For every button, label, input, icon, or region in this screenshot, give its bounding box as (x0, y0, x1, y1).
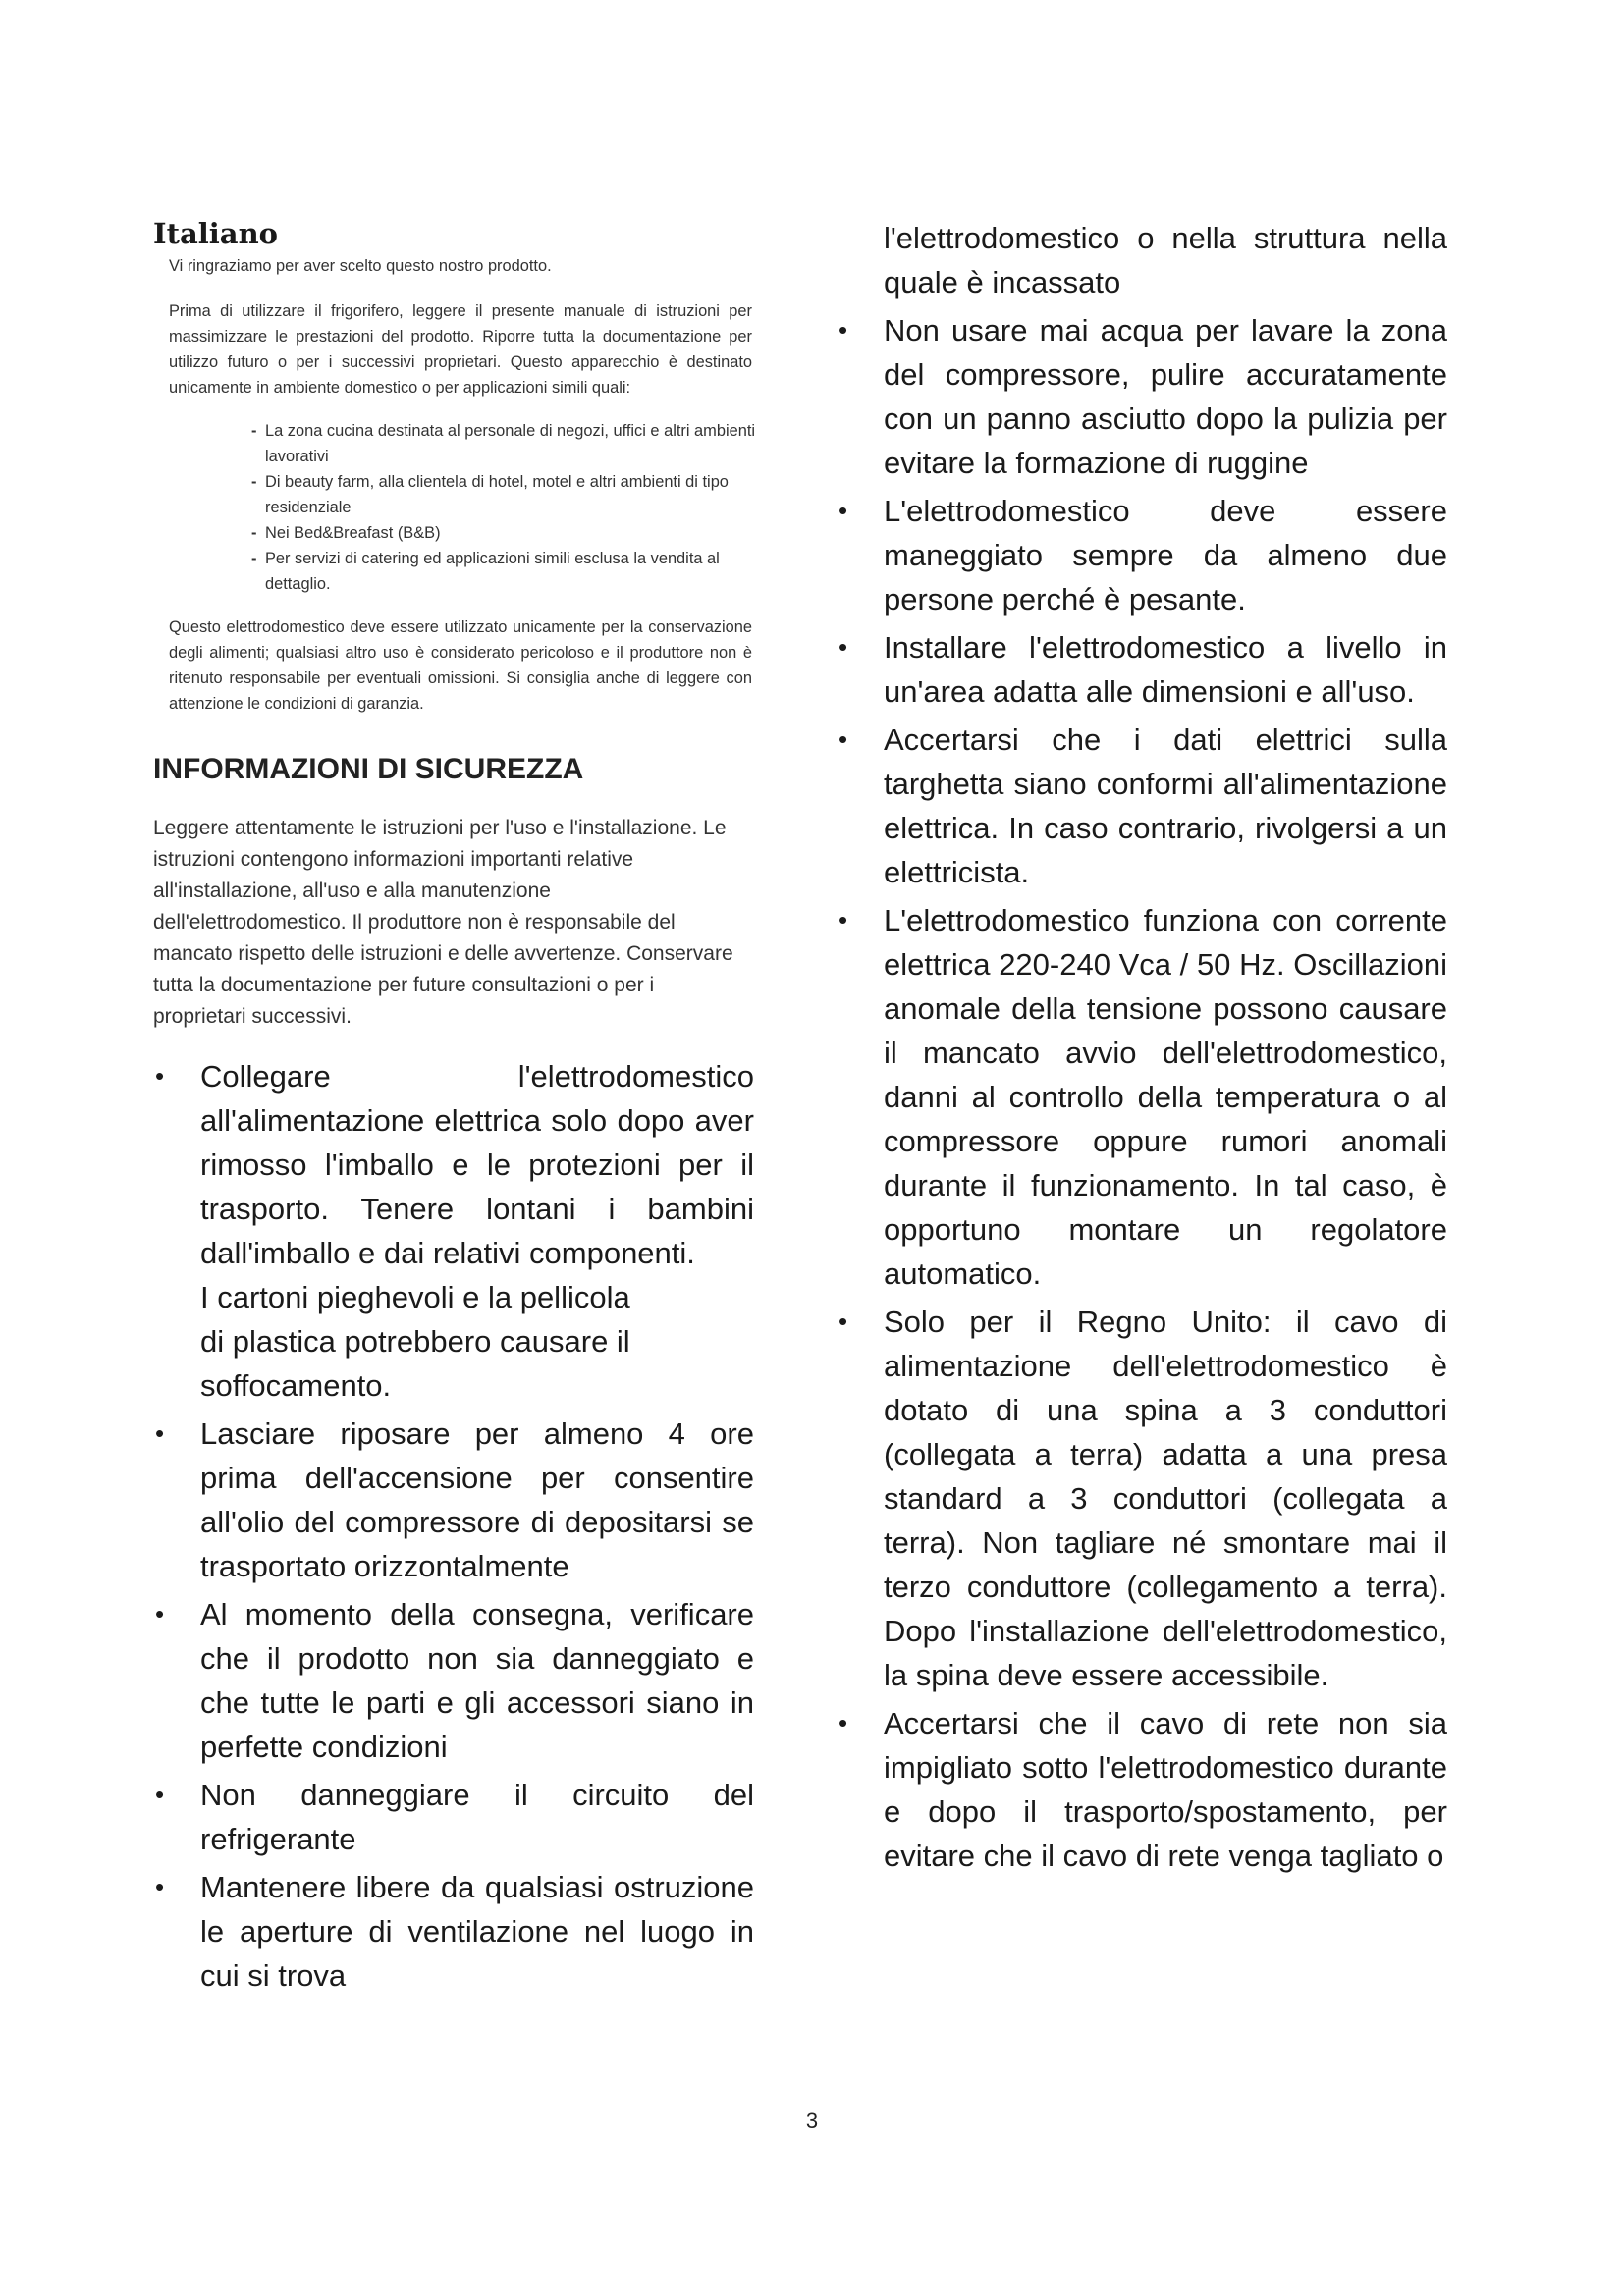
list-item: • Solo per il Regno Unito: il cavo di alimentazione dell'elettrodomestico è dotato di una spina a 3 conduttori (collegata a terra) adatta a una presa standard a 3 conduttori (collegata a terra). Non tagliare né smontare mai il terzo conduttore (collegamento a terra). Dopo l'installazione dell'elettrodomestico, la spina deve essere accessibile. (837, 1300, 1447, 1697)
list-item: • Al momento della consegna, verificare che il prodotto non sia danneggiato e che tutte le parti e gli accessori siano in perfette condizioni (153, 1592, 754, 1769)
continued-text: l'elettrodomestico o nella struttura nella quale è incassato (884, 221, 1447, 299)
list-item: • Accertarsi che i dati elettrici sulla targhetta siano conformi all'alimentazione elettrica. In caso contrario, rivolgersi a un elettricista. (837, 718, 1447, 894)
list-item: - La zona cucina destinata al personale di negozi, uffici e altri ambienti lavorativi (251, 418, 776, 469)
usage-environments-list (169, 418, 754, 597)
list-item: - Per servizi di catering ed applicazioni simili esclusa la vendita al dettaglio. (251, 546, 776, 597)
list-item: - Nei Bed&Breafast (B&B) (251, 520, 776, 546)
list-item (153, 1054, 754, 1408)
list-item-extra-text: I cartoni pieghevoli e la pellicola di plastica potrebbero causare il soffocamento. (200, 1280, 630, 1403)
language-heading: Italiano (153, 217, 279, 250)
safety-section-title: INFORMAZIONI DI SICUREZZA (153, 753, 584, 785)
safety-list-right (837, 308, 1447, 1878)
safety-intro-text: Leggere attentamente le istruzioni per l'uso e l'installazione. Le istruzioni contengono informazioni importanti relative all'installazione, all'uso e alla manutenzione dell'elettrodomestico. Il produttore non è responsabile del mancato rispetto delle istruzioni e delle avvertenze. Conservare tutta la documentazione per future consultazioni o per i proprietari successivi. (153, 817, 733, 1028)
page-number: 3 (805, 2109, 819, 2133)
list-item: • L'elettrodomestico deve essere maneggiato sempre da almeno due persone perché è pesante. (837, 489, 1447, 621)
intro-block (169, 253, 754, 717)
list-item: - Di beauty farm, alla clientela di hotel, motel e altri ambienti di tipo residenziale (251, 469, 776, 520)
list-item: • Lasciare riposare per almeno 4 ore prima dell'accensione per consentire all'olio del compressore di depositarsi se trasportato orizzontalmente (153, 1412, 754, 1588)
thanks-text: Vi ringraziamo per aver scelto questo nostro prodotto. (169, 257, 552, 275)
usage-warning-text: Questo elettrodomestico deve essere utilizzato unicamente per la conservazione degli alimenti; qualsiasi altro uso è considerato pericoloso e il produttore non è ritenuto responsabile per eventuali omissioni. Si consiglia anche di leggere con attenzione le condizioni di garanzia. (169, 618, 752, 713)
list-item: • Accertarsi che il cavo di rete non sia impigliato sotto l'elettrodomestico durante e dopo il trasporto/spostamento, per evitare che il cavo di rete venga tagliato o (837, 1701, 1447, 1878)
before-use-text: Prima di utilizzare il frigorifero, leggere il presente manuale di istruzioni per massimizzare le prestazioni del prodotto. Riporre tutta la documentazione per utilizzo futuro o per i successivi proprietari. Questo apparecchio è destinato unicamente in ambiente domestico o per applicazioni simili quali: (169, 302, 752, 397)
safety-list-left (153, 1054, 754, 1998)
right-column (837, 216, 1447, 1882)
left-column (153, 216, 754, 2002)
list-item: • Installare l'elettrodomestico a livello in un'area adatta alle dimensioni e all'uso. (837, 625, 1447, 714)
list-item: • L'elettrodomestico funziona con corrente elettrica 220-240 Vca / 50 Hz. Oscillazioni anomale della tensione possono causare il mancato avvio dell'elettrodomestico, danni al controllo della temperatura o al compressore oppure rumori anomali durante il funzionamento. In tal caso, è opportuno montare un regolatore automatico. (837, 898, 1447, 1296)
list-item-text: Collegare l'elettrodomestico all'alimentazione elettrica solo dopo aver rimosso l'imballo e le protezioni per il trasporto. Tenere lontani i bambini dall'imballo e dai relativi componenti. (200, 1059, 754, 1270)
list-item: • Non usare mai acqua per lavare la zona del compressore, pulire accuratamente con un panno asciutto dopo la pulizia per evitare la formazione di ruggine (837, 308, 1447, 485)
list-item: • Non danneggiare il circuito del refrigerante (153, 1773, 754, 1861)
list-item: • Mantenere libere da qualsiasi ostruzione le aperture di ventilazione nel luogo in cui si trova (153, 1865, 754, 1998)
